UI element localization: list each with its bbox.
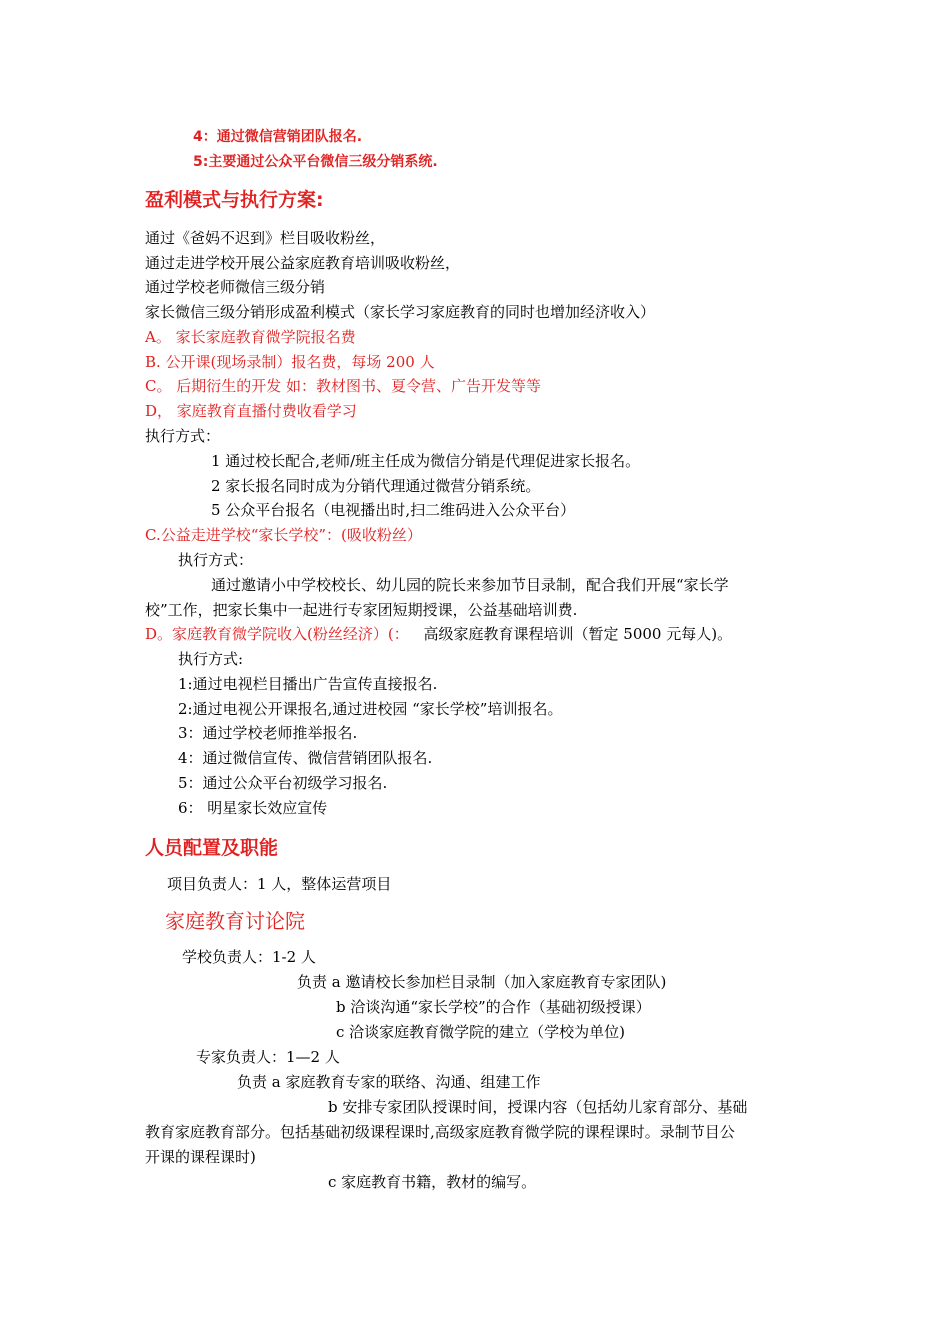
list-item: 1:通过电视栏目播出广告宣传直接报名. [178, 675, 438, 693]
list-item: 3：通过学校老师推举报名. [178, 724, 358, 742]
paragraph: 通过走进学校开展公益家庭教育培训吸收粉丝， [145, 254, 461, 272]
paragraph: 通过《爸妈不迟到》栏目吸收粉丝， [145, 229, 386, 247]
list-item: 1 通过校长配合,老师/班主任成为微信分销是代理促进家长报名。 [211, 452, 641, 470]
list-item: b 安排专家团队授课时间，授课内容（包括幼儿家育部分、基础 [328, 1098, 748, 1116]
section-heading-family: 家庭教育讨论院 [165, 909, 305, 933]
list-item-text: 高级家庭教育课程培训（暂定 5000 元每人)。 [423, 625, 733, 643]
list-item: 2 家长报名同时成为分销代理通过微营分销系统。 [211, 477, 541, 495]
label: 执行方式： [178, 551, 254, 569]
paragraph: 校”工作，把家长集中一起进行专家团短期授课，公益基础培训费. [145, 601, 578, 619]
paragraph: 通过学校老师微信三级分销 [145, 278, 326, 296]
list-item: c 家庭教育书籍，教材的编写。 [328, 1173, 537, 1191]
list-item: 6： 明星家长效应宣传 [178, 799, 328, 817]
paragraph: 项目负责人：1 人，整体运营项目 [167, 875, 392, 893]
list-item: C.公益走进学校“家长学校”：(吸收粉丝） [145, 526, 422, 544]
list-item: 4：通过微信营销团队报名. [193, 129, 363, 145]
list-item: b 洽谈沟通“家长学校”的合作（基础初级授课） [336, 998, 651, 1016]
section-heading-staff: 人员配置及职能 [145, 837, 279, 859]
paragraph: 通过邀请小中学校校长、幼儿园的院长来参加节目录制，配合我们开展“家长学 [211, 576, 729, 594]
list-item: C。 后期衍生的开发 如：教材图书、夏令营、广告开发等等 [145, 377, 542, 395]
list-item: D， 家庭教育直播付费收看学习 [145, 402, 357, 420]
label: 执行方式： [145, 427, 221, 445]
list-item-label: D。家庭教育微学院收入(粉丝经济）(： [145, 625, 409, 643]
list-item: A。 家长家庭教育微学院报名费 [145, 328, 356, 346]
list-item: B. 公开课(现场录制）报名费，每场 200 人 [145, 353, 435, 371]
section-heading-profit: 盈利模式与执行方案: [145, 189, 324, 211]
list-item: c 洽谈家庭教育微学院的建立（学校为单位) [336, 1023, 626, 1041]
list-item: 负责 a 邀请校长参加栏目录制（加入家庭教育专家团队) [297, 973, 667, 991]
list-item: 2:通过电视公开课报名,通过进校园 “家长学校”培训报名。 [178, 700, 563, 718]
list-item: 5:主要通过公众平台微信三级分销系统. [193, 154, 438, 170]
list-item: 4：通过微信宣传、微信营销团队报名. [178, 749, 433, 767]
paragraph: 教育家庭教育部分。包括基础初级课程课时,高级家庭教育微学院的课程课时。录制节目公 [145, 1123, 735, 1141]
list-item: 负责 a 家庭教育专家的联络、沟通、组建工作 [237, 1073, 541, 1091]
label: 执行方式: [178, 650, 244, 668]
paragraph: 开课的课程课时) [145, 1148, 256, 1166]
paragraph: 家长微信三级分销形成盈利模式（家长学习家庭教育的同时也增加经济收入） [145, 303, 656, 321]
paragraph: 专家负责人：1—2 人 [196, 1048, 340, 1066]
list-item [145, 624, 732, 644]
list-item: 5：通过公众平台初级学习报名. [178, 774, 388, 792]
paragraph: 学校负责人：1-2 人 [182, 948, 316, 966]
list-item: 5 公众平台报名（电视播出时,扫二维码进入公众平台） [211, 501, 576, 519]
